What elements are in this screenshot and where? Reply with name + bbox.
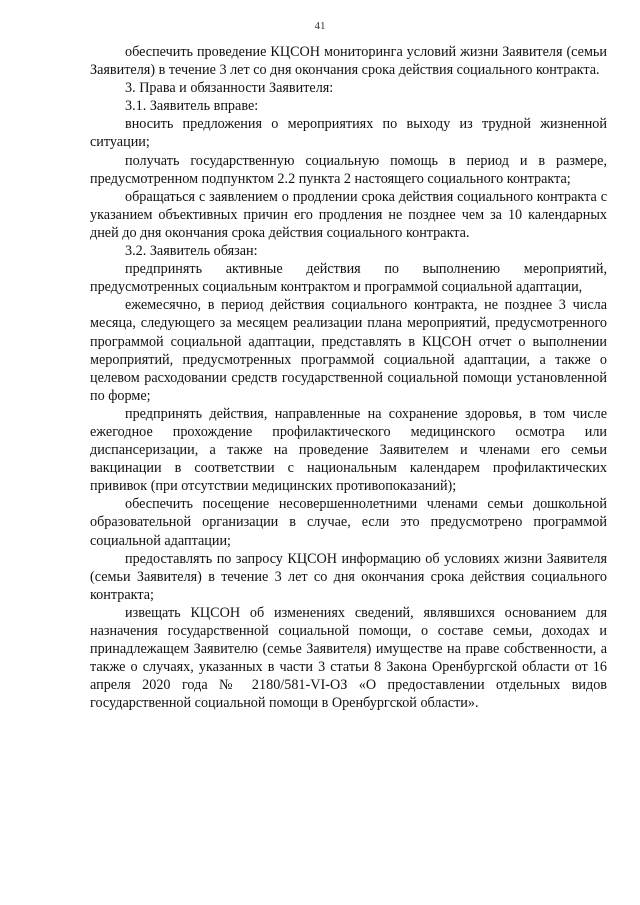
document-body: [90, 43, 607, 712]
subsection-heading-rights: 3.1. Заявитель вправе:: [125, 98, 259, 115]
paragraph-right-proposals: вносить предложения о мероприятиях по выходу из трудной жизненной ситуации;: [90, 116, 607, 151]
paragraph-right-extension: обращаться с заявлением о продлении срока действия социального контракта с указанием объективных причин его продления не позднее чем за 10 календарных дней до дня окончания срока действия социального контракта.: [90, 188, 607, 241]
paragraph-duty-actions: предпринять активные действия по выполнению мероприятий, предусмотренных социальным контрактом и программой социальной адаптации,: [90, 261, 607, 296]
subsection-heading-duties: 3.2. Заявитель обязан:: [125, 243, 258, 260]
paragraph-duty-preschool: обеспечить посещение несовершеннолетними членами семьи дошкольной образовательной организации в случае, если это предусмотрено программой социальной адаптации;: [90, 496, 607, 549]
page-number: 41: [314, 20, 326, 32]
paragraph-duty-notify-changes: извещать КЦСОН об изменениях сведений, являвшихся основанием для назначения государственной социальной помощи, о составе семьи, доходах и принадлежащем Заявителю (семье Заявителя) имуществе на праве собственности, а также о случаях, указанных в части 3 статьи 8 Закона Оренбургской области от 16 апреля 2020 года № 2180/581-VI-ОЗ «О предоставлении отдельных видов государственной социальной помощи в Оренбургской области».: [90, 604, 607, 712]
paragraph-duty-monthly-report: ежемесячно, в период действия социального контракта, не позднее 3 числа месяца, следующего за месяцем реализации плана мероприятий, предусмотренного программой социальной адаптации, представлять в КЦСОН отчет о выполнении мероприятий, предусмотренных программой социальной адаптации, а также о целевом расходовании средств государственной социальной помощи установленной по форме;: [90, 297, 607, 404]
section-heading-rights-duties: 3. Права и обязанности Заявителя:: [125, 80, 334, 97]
paragraph-monitoring: обеспечить проведение КЦСОН мониторинга условий жизни Заявителя (семьи Заявителя) в течение 3 лет со дня окончания срока действия социального контракта.: [90, 44, 607, 79]
paragraph-right-assistance: получать государственную социальную помощь в период и в размере, предусмотренном подпунктом 2.2 пункта 2 настоящего социального контракта;: [90, 152, 607, 187]
paragraph-duty-information: предоставлять по запросу КЦСОН информацию об условиях жизни Заявителя (семьи Заявителя) в течение 3 лет со дня окончания срока действия социального контракта;: [90, 550, 607, 603]
paragraph-duty-health: предпринять действия, направленные на сохранение здоровья, в том числе ежегодное прохождение профилактического медицинского осмотра или диспансеризации, а также на проведение Заявителем и членами его семьи вакцинации в соответствии с национальным календарем профилактических прививок (при отсутствии медицинских противопоказаний);: [90, 405, 607, 495]
